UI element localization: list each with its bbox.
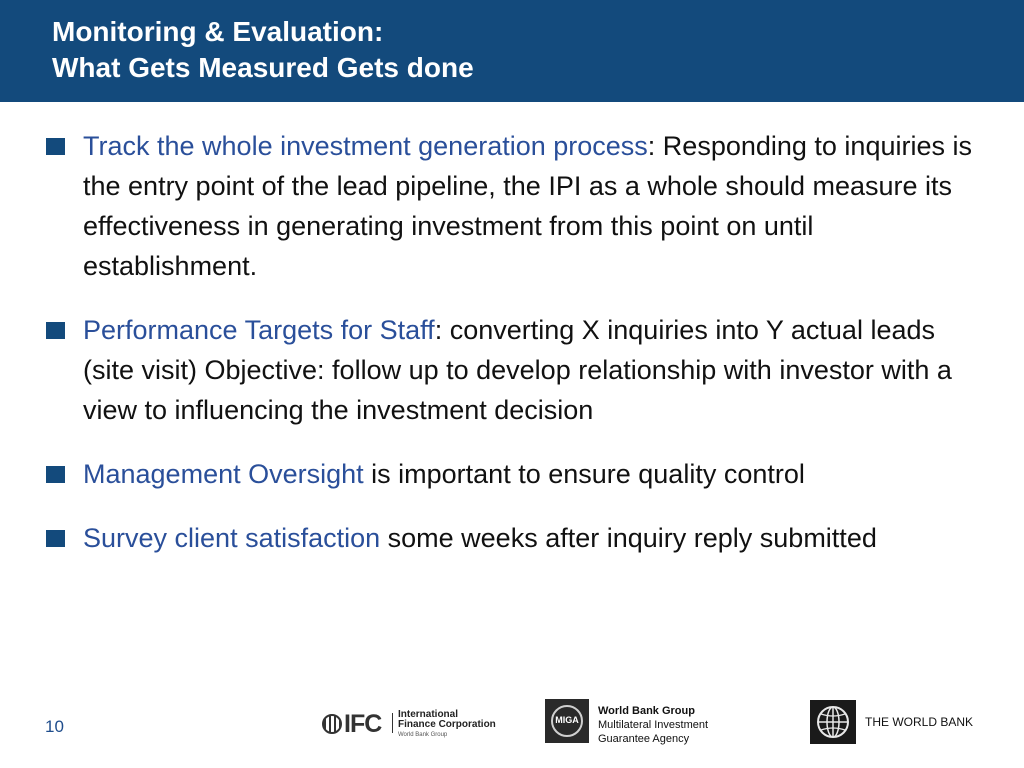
globe-icon bbox=[322, 714, 342, 734]
logo-divider bbox=[392, 713, 393, 733]
bullet-item bbox=[46, 518, 976, 558]
miga-mark: MIGA bbox=[555, 715, 579, 725]
title-line-1: Monitoring & Evaluation: bbox=[52, 16, 384, 47]
bullet-list bbox=[46, 126, 976, 582]
ifc-name-line-2: Finance Corporation bbox=[398, 719, 496, 730]
bullet-text: is important to ensure quality control bbox=[363, 459, 805, 489]
ifc-logo bbox=[322, 710, 500, 736]
bullet-item bbox=[46, 126, 976, 286]
slide-footer bbox=[0, 690, 1024, 768]
slide-title bbox=[52, 14, 474, 86]
square-bullet-icon bbox=[46, 530, 65, 547]
ifc-name bbox=[398, 710, 496, 740]
world-bank-logo bbox=[810, 700, 856, 744]
ifc-name-line-1: International bbox=[398, 709, 459, 720]
miga-line-1: World Bank Group bbox=[598, 705, 695, 717]
page-number: 10 bbox=[45, 717, 64, 736]
square-bullet-icon bbox=[46, 138, 65, 155]
miga-logo bbox=[545, 699, 589, 743]
ifc-mark: IFC bbox=[322, 710, 381, 739]
miga-line-3: Guarantee Agency bbox=[598, 733, 690, 745]
bullet-highlight: Management Oversight bbox=[83, 459, 364, 489]
slide-header bbox=[0, 0, 1024, 102]
world-bank-label: THE WORLD BANK bbox=[865, 715, 974, 729]
bullet-text: : converting X inquiries into Y actual leads (site visit) Objective: follow up to develop relationship with investor with a view to influencing the investment decision bbox=[83, 315, 952, 425]
square-bullet-icon bbox=[46, 466, 65, 483]
miga-line-2: Multilateral Investment bbox=[598, 719, 709, 731]
globe-icon bbox=[815, 704, 851, 740]
miga-name bbox=[598, 704, 708, 746]
bullet-text: : Responding to inquiries is the entry point of the lead pipeline, the IPI as a whole should measure its effectiveness in generating investment from this point on until establishment. bbox=[83, 131, 972, 281]
square-bullet-icon bbox=[46, 322, 65, 339]
ifc-subtitle: World Bank Group bbox=[398, 732, 448, 738]
bullet-text: some weeks after inquiry reply submitted bbox=[380, 523, 877, 553]
title-line-2: What Gets Measured Gets done bbox=[52, 52, 474, 83]
bullet-highlight: Performance Targets for Staff bbox=[83, 315, 435, 345]
bullet-highlight: Survey client satisfaction bbox=[83, 523, 381, 553]
bullet-highlight: Track the whole investment generation process bbox=[83, 131, 648, 161]
bullet-item bbox=[46, 454, 976, 494]
bullet-item bbox=[46, 310, 976, 430]
